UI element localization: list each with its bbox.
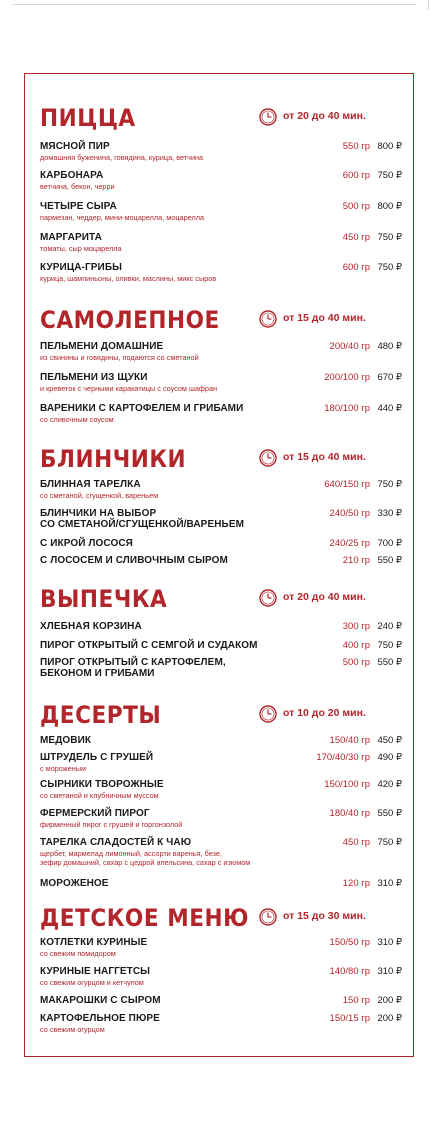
item-description: пармезан, чеддер, мини-моцарелла, моцарелла	[40, 213, 205, 222]
item-description: домашняя буженина, говядина, курица, ветчина	[40, 153, 204, 162]
item-name: КУРИЦА-ГРИБЫ	[40, 262, 122, 273]
cooking-time: от 15 до 40 мин.	[283, 451, 366, 463]
section-header	[40, 584, 402, 614]
item-weight: 400 гр	[342, 640, 370, 651]
item-price: 480 ₽	[377, 341, 402, 352]
menu-item	[40, 479, 402, 500]
item-weight: 180/40 гр	[329, 808, 370, 819]
item-price: 310 ₽	[377, 966, 402, 977]
item-name: ХЛЕБНАЯ КОРЗИНА	[40, 621, 142, 632]
item-description: со свежим помидором	[40, 949, 116, 958]
item-price: 240 ₽	[377, 621, 402, 632]
menu-item	[40, 1013, 402, 1034]
menu-item	[40, 538, 402, 549]
item-description: и креветок с черными каракатицы с соусом шафран	[40, 384, 218, 393]
section-header	[40, 103, 402, 133]
item-description: фирменный пирог с грушей и горгонзолой	[40, 820, 183, 829]
item-weight: 240/50 гр	[329, 508, 370, 519]
menu-item	[40, 555, 402, 566]
cooking-time: от 10 до 20 мин.	[283, 707, 366, 719]
menu-item	[40, 403, 402, 424]
section-header	[40, 700, 402, 730]
item-description: со свежим огурцом	[40, 1025, 105, 1034]
section-title: ПИЦЦА	[40, 104, 136, 132]
clock-icon	[258, 448, 278, 468]
item-name: КАРБОНАРА	[40, 170, 104, 181]
item-price: 750 ₽	[377, 837, 402, 848]
item-name: КАРТОФЕЛЬНОЕ ПЮРЕ	[40, 1013, 160, 1024]
item-price: 310 ₽	[377, 878, 402, 889]
item-price: 800 ₽	[377, 141, 402, 152]
item-name: МОРОЖЕНОЕ	[40, 878, 109, 889]
cooking-time: от 15 до 40 мин.	[283, 312, 366, 324]
menu-item	[40, 170, 402, 191]
item-name: С ЛОСОСЕМ И СЛИВОЧНЫМ СЫРОМ	[40, 555, 228, 566]
item-price: 750 ₽	[377, 232, 402, 243]
menu-item	[40, 201, 402, 222]
item-weight: 450 гр	[342, 837, 370, 848]
section-title: ДЕСЕРТЫ	[40, 701, 162, 729]
menu-section	[40, 444, 402, 566]
item-description: со сметаной и клубничным муссом	[40, 791, 159, 800]
item-weight: 150/100 гр	[324, 779, 370, 790]
item-weight: 550 гр	[342, 141, 370, 152]
item-price: 550 ₽	[377, 657, 402, 668]
item-price: 310 ₽	[377, 937, 402, 948]
item-description: из свинины и говядины, подаются со сметаной	[40, 353, 199, 362]
item-price: 200 ₽	[377, 1013, 402, 1024]
item-weight: 500 гр	[342, 201, 370, 212]
menu-section	[40, 305, 402, 424]
section-title: САМОЛЕПНОЕ	[40, 306, 220, 334]
menu-section	[40, 584, 402, 679]
item-name: МЕДОВИК	[40, 735, 92, 746]
item-price: 750 ₽	[377, 640, 402, 651]
item-name: ЧЕТЫРЕ СЫРА	[40, 201, 117, 212]
item-description: курица, шампиньоны, оливки, маслины, микс сыров	[40, 274, 217, 283]
item-weight: 500 гр	[342, 657, 370, 668]
item-price: 700 ₽	[377, 538, 402, 549]
menu-item	[40, 141, 402, 162]
item-name: МАКАРОШКИ С СЫРОМ	[40, 995, 161, 1006]
menu-item	[40, 508, 402, 530]
menu-item	[40, 837, 402, 867]
item-name: МАРГАРИТА	[40, 232, 102, 243]
item-weight: 640/150 гр	[324, 479, 370, 490]
menu-item	[40, 752, 402, 773]
item-name: ШТРУДЕЛЬ С ГРУШЕЙ	[40, 752, 154, 763]
menu-item	[40, 640, 402, 651]
item-weight: 300 гр	[342, 621, 370, 632]
item-price: 670 ₽	[377, 372, 402, 383]
item-name: МЯСНОЙ ПИР	[40, 141, 110, 152]
item-price: 330 ₽	[377, 508, 402, 519]
item-description: томаты, сыр моцарелла	[40, 244, 122, 253]
item-name: ПИРОГ ОТКРЫТЫЙ С КАРТОФЕЛЕМ, БЕКОНОМ И ГРИБАМИ	[40, 657, 226, 679]
section-header	[40, 903, 402, 933]
item-price: 550 ₽	[377, 808, 402, 819]
clock-icon	[258, 107, 278, 127]
menu-item	[40, 878, 402, 889]
item-weight: 180/100 гр	[324, 403, 370, 414]
item-name: ПЕЛЬМЕНИ ДОМАШНИЕ	[40, 341, 164, 352]
item-description: с мороженым	[40, 764, 87, 773]
menu-item	[40, 808, 402, 829]
item-price: 440 ₽	[377, 403, 402, 414]
item-weight: 150/50 гр	[329, 937, 370, 948]
item-name: ПЕЛЬМЕНИ ИЗ ЩУКИ	[40, 372, 148, 383]
item-name: КУРИНЫЕ НАГГЕТСЫ	[40, 966, 151, 977]
item-price: 450 ₽	[377, 735, 402, 746]
item-weight: 450 гр	[342, 232, 370, 243]
menu-item	[40, 735, 402, 746]
item-name: ФЕРМЕРСКИЙ ПИРОГ	[40, 808, 150, 819]
item-description: со сливочным соусом	[40, 415, 114, 424]
section-title: БЛИНЧИКИ	[40, 445, 187, 473]
menu-item	[40, 779, 402, 800]
item-weight: 200/40 гр	[329, 341, 370, 352]
menu-item	[40, 966, 402, 987]
item-price: 200 ₽	[377, 995, 402, 1006]
menu-item	[40, 657, 402, 679]
item-name: БЛИНЧИКИ НА ВЫБОР СО СМЕТАНОЙ/СГУЩЕНКОЙ/ВАРЕНЬЕМ	[40, 508, 245, 530]
item-weight: 150/40 гр	[329, 735, 370, 746]
cooking-time: от 15 до 30 мин.	[283, 910, 366, 922]
item-weight: 600 гр	[342, 262, 370, 273]
item-price: 750 ₽	[377, 479, 402, 490]
item-name: БЛИННАЯ ТАРЕЛКА	[40, 479, 141, 490]
section-header	[40, 305, 402, 335]
top-divider	[12, 4, 416, 5]
clock-icon	[258, 907, 278, 927]
item-description: щербет, мармелад лимонный, ассорти варенья, безе, зефир домашний, сахар с цедрой апельсина, сахар с изюмом	[40, 849, 251, 867]
item-name: СЫРНИКИ ТВОРОЖНЫЕ	[40, 779, 164, 790]
item-price: 550 ₽	[377, 555, 402, 566]
item-price: 750 ₽	[377, 170, 402, 181]
item-name: С ИКРОЙ ЛОСОСЯ	[40, 538, 133, 549]
section-header	[40, 444, 402, 474]
section-title: ВЫПЕЧКА	[40, 585, 168, 613]
menu-item	[40, 937, 402, 958]
item-price: 490 ₽	[377, 752, 402, 763]
item-weight: 200/100 гр	[324, 372, 370, 383]
cooking-time: от 20 до 40 мин.	[283, 110, 366, 122]
menu-item	[40, 621, 402, 632]
item-description: со сметаной, сгущенкой, вареньем	[40, 491, 159, 500]
item-weight: 150/15 гр	[329, 1013, 370, 1024]
item-description: со свежим огурцом и кетчупом	[40, 978, 144, 987]
item-description: ветчина, бекон, черри	[40, 182, 115, 191]
menu-item	[40, 341, 402, 362]
item-weight: 120 гр	[342, 878, 370, 889]
clock-icon	[258, 309, 278, 329]
menu-section	[40, 103, 402, 283]
item-name: ВАРЕНИКИ С КАРТОФЕЛЕМ И ГРИБАМИ	[40, 403, 244, 414]
item-weight: 240/25 гр	[329, 538, 370, 549]
item-weight: 210 гр	[342, 555, 370, 566]
item-weight: 170/40/30 гр	[316, 752, 370, 763]
cooking-time: от 20 до 40 мин.	[283, 591, 366, 603]
clock-icon	[258, 588, 278, 608]
menu-item	[40, 232, 402, 253]
item-name: КОТЛЕТКИ КУРИНЫЕ	[40, 937, 148, 948]
menu-item	[40, 372, 402, 393]
item-weight: 150 гр	[342, 995, 370, 1006]
menu-item	[40, 262, 402, 283]
edge-divider	[428, 0, 429, 10]
item-weight: 140/80 гр	[329, 966, 370, 977]
item-price: 750 ₽	[377, 262, 402, 273]
section-title: ДЕТСКОЕ МЕНЮ	[40, 904, 250, 932]
item-name: ТАРЕЛКА СЛАДОСТЕЙ К ЧАЮ	[40, 837, 192, 848]
menu-section	[40, 903, 402, 1034]
item-name: ПИРОГ ОТКРЫТЫЙ С СЕМГОЙ И СУДАКОМ	[40, 640, 258, 651]
item-weight: 600 гр	[342, 170, 370, 181]
item-price: 800 ₽	[377, 201, 402, 212]
menu-item	[40, 995, 402, 1006]
menu-section	[40, 700, 402, 889]
item-price: 420 ₽	[377, 779, 402, 790]
clock-icon	[258, 704, 278, 724]
